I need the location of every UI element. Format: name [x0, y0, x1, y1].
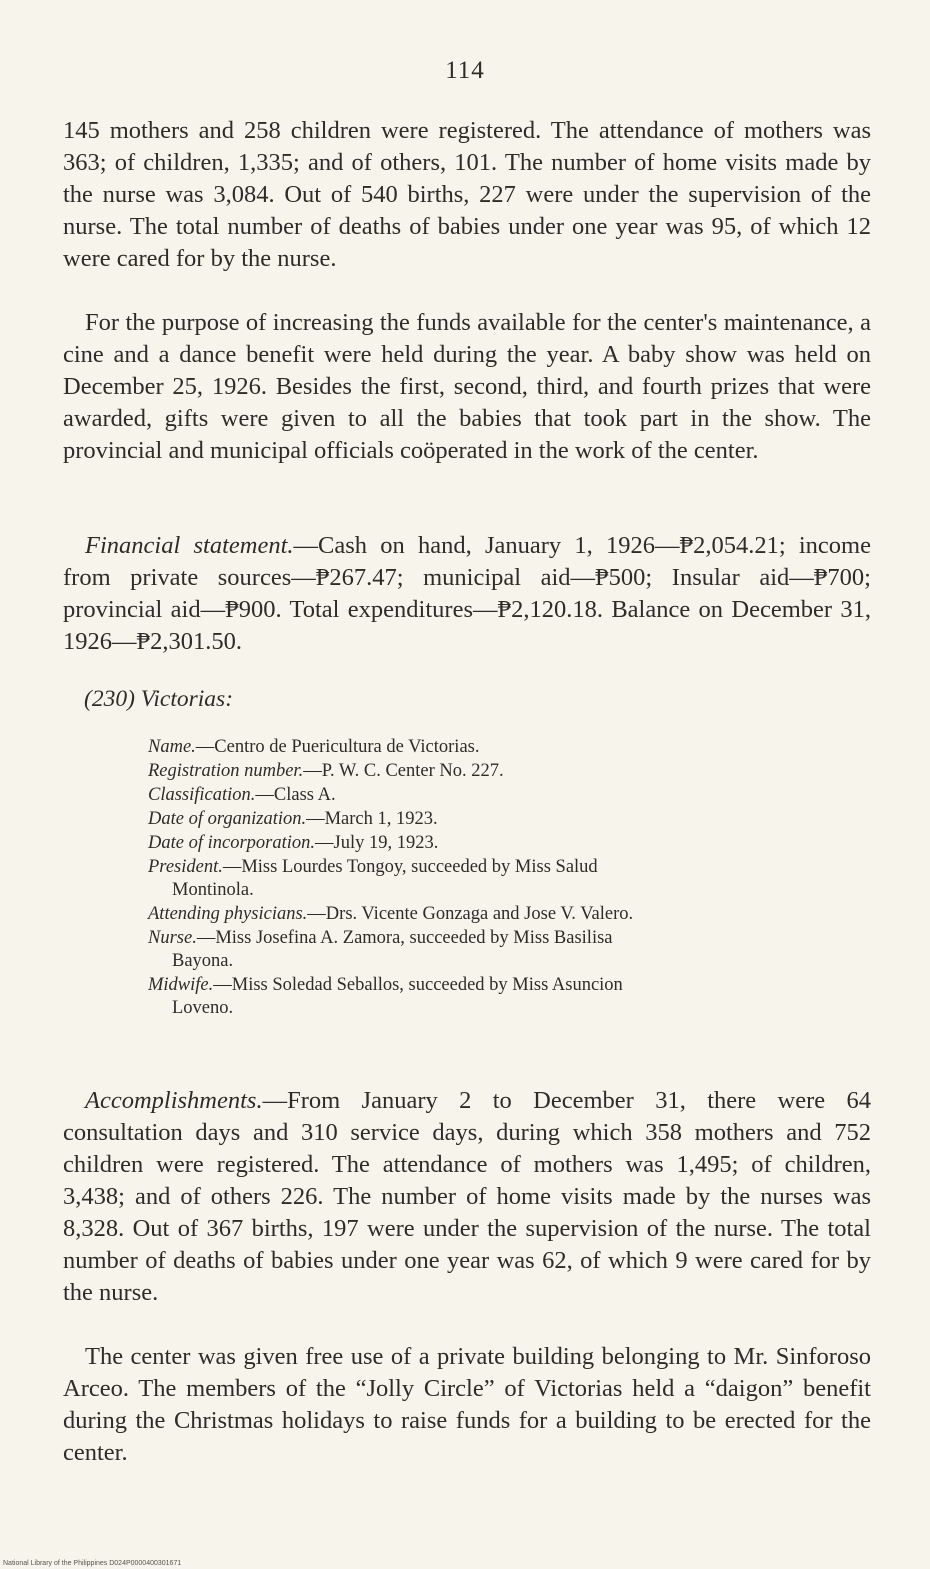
detail-name	[148, 736, 873, 759]
detail-label: Midwife.	[148, 975, 214, 995]
detail-continuation: Bayona.	[172, 951, 234, 971]
detail-label: Name.	[148, 737, 196, 757]
paragraph-building: The center was given free use of a private building belonging to Mr. Sinforoso Arceo. The members of the “Jolly Circle” of Victorias held a “daigon” benefit during the Christmas holidays to raise funds for a building to be erected for the center.	[63, 1343, 871, 1466]
detail-label: Registration number.	[148, 761, 304, 781]
detail-nurse	[148, 927, 873, 973]
detail-label: Classification.	[148, 785, 256, 805]
detail-value: —Miss Josefina A. Zamora, succeeded by Miss Basilisa	[196, 928, 613, 948]
detail-continuation: Loveno.	[172, 998, 234, 1018]
paragraph-accomplishments	[63, 1085, 871, 1309]
detail-registration-number	[148, 760, 873, 783]
detail-value: —Miss Lourdes Tongoy, succeeded by Miss Salud	[222, 857, 598, 877]
section-number: (230)	[84, 686, 135, 712]
paragraph-funds: For the purpose of increasing the funds available for the center's maintenance, a cine and a dance benefit were held during the year. A baby show was held on December 25, 1926. Besides the first, second, third, and fourth prizes that were awarded, gifts were given to all the babies that took part in the show. The provincial and municipal officials coöperated in the work of the center.	[63, 309, 871, 464]
financial-statement-label: Financial statement.	[85, 532, 294, 559]
detail-date-of-organization	[148, 808, 873, 831]
detail-value: —Centro de Puericultura de Victorias.	[195, 737, 480, 757]
detail-label: Date of incorporation.	[148, 833, 316, 853]
section-heading-victorias	[84, 686, 233, 713]
detail-classification	[148, 784, 873, 807]
center-details-list	[148, 736, 873, 1021]
detail-continuation: Montinola.	[172, 880, 254, 900]
detail-value: —P. W. C. Center No. 227.	[303, 761, 504, 781]
accomplishments-label: Accomplishments.	[85, 1087, 263, 1114]
footer-credit: National Library of the Philippines D024P0000400301671	[3, 1560, 182, 1567]
detail-attending-physicians	[148, 903, 873, 926]
paragraph-financial-statement	[63, 530, 871, 658]
detail-value: —Drs. Vicente Gonzaga and Jose V. Valero.	[307, 904, 634, 924]
accomplishments-text: —From January 2 to December 31, there were 64 consultation days and 310 service days, during which 358 mothers and 752 children were registered. The attendance of mothers was 1,495; of children, 3,438; and of others 226. The number of home visits made by the nurses was 8,328. Out of 367 births, 197 were under the supervision of the nurse. The total number of deaths of babies under one year was 62, of which 9 were cared for by the nurse.	[63, 1087, 871, 1306]
detail-value: —Miss Soledad Seballos, succeeded by Miss Asuncion	[213, 975, 623, 995]
detail-label: President.	[148, 857, 223, 877]
detail-date-of-incorporation	[148, 832, 873, 855]
detail-value: —Class A.	[255, 785, 336, 805]
detail-label: Attending physicians.	[148, 904, 308, 924]
detail-label: Nurse.	[148, 928, 197, 948]
financial-statement-text: —Cash on hand, January 1, 1926—₱2,054.21; income from private sources—₱267.47; municipal aid—₱500; Insular aid—₱700; provincial aid—₱900. Total expenditures—₱2,120.18. Balance on December 31, 1926—₱2,301.50.	[63, 532, 871, 655]
page-number: 114	[445, 57, 485, 84]
detail-president	[148, 856, 873, 902]
detail-value: —March 1, 1923.	[306, 809, 438, 829]
section-title: Victorias:	[140, 686, 234, 712]
detail-value: —July 19, 1923.	[315, 833, 439, 853]
detail-label: Date of organization.	[148, 809, 307, 829]
paragraph-registration-stats: 145 mothers and 258 children were registered. The attendance of mothers was 363; of children, 1,335; and of others, 101. The number of home visits made by the nurse was 3,084. Out of 540 births, 227 were under the supervision of the nurse. The total number of deaths of babies under one year was 95, of which 12 were cared for by the nurse.	[63, 117, 871, 272]
detail-midwife	[148, 974, 873, 1020]
